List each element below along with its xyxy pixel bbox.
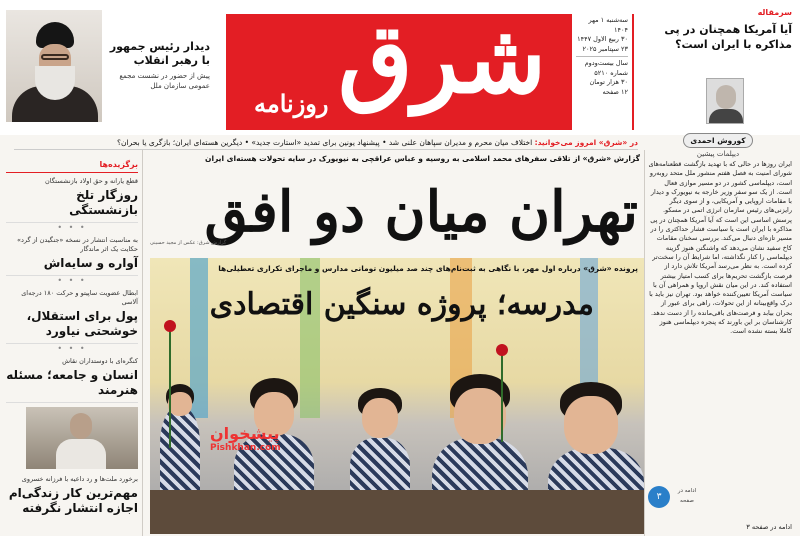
logo-prefix: روزنامه <box>254 89 329 118</box>
issue-number: شماره ۵۲۱۰ <box>594 68 628 77</box>
list-item[interactable] <box>6 285 138 344</box>
leader-caption-sub: پیش از حضور در نشست مجمع عمومی سازمان ملل <box>119 72 210 90</box>
item-title[interactable]: مهم‌ترین کار زندگی‌ام اجازه انتشار نگرفته <box>8 486 138 515</box>
date-hijri: ۳۰ ربیع الاول ۱۴۴۷ <box>577 35 628 43</box>
issue-info <box>576 14 634 130</box>
author-role: دیپلمات پیشین <box>696 150 740 158</box>
logo-name: شرق <box>338 2 546 115</box>
list-item[interactable] <box>6 173 138 223</box>
report-line: گزارش «شرق» از تلاقی سفرهای محمد اسلامی به روسیه و عباس عراقچی به نیویورک در سایه تحولات هسته‌ای ایران <box>205 154 640 163</box>
price: ۳۰ هزار تومان <box>589 78 628 86</box>
page-badge[interactable]: ۳ <box>648 486 670 508</box>
left-column-kicker: برگزیده‌ها <box>6 160 138 173</box>
date-persian: سه‌شنبه ۱ مهر ۱۴۰۴ <box>588 16 628 34</box>
item-title[interactable]: آواره و سایه‌اش <box>43 256 138 270</box>
volume: سال بیست‌و‌دوم <box>584 59 628 67</box>
watermark-url: Pishkhan.com <box>210 443 281 453</box>
watermark-text: پیشخوان <box>210 424 280 443</box>
leader-photo <box>6 10 102 122</box>
item-subtitle: برخورد ملت‌ها و رد داعیه با فرزانه خسروی <box>21 475 138 483</box>
item-subtitle: قطع یارانه و حق اولاد بازنشستگان <box>44 177 138 185</box>
watermark <box>210 424 281 453</box>
editorial-title[interactable]: آیا آمریکا همچنان در پی مذاکره با ایران است؟ <box>664 23 792 51</box>
list-item[interactable] <box>6 232 138 276</box>
newspaper-logo <box>226 2 572 130</box>
page-count: ۱۲ صفحه <box>602 87 628 96</box>
editorial-text: ایران روزها در حالی که با تهدید بازگشت قطعنامه‌های شورای امنیت به فصل هفتم منشور ملل متحد روبه‌رو است، دیپلماسی کشور در دو مسیر موازی فعال است. از یک سو سفر وزیر خارجه به نیویورک و دیدار با مقامات اروپایی و آمریکایی، و از سوی دیگر رایزنی‌های رئیس سازمان انرژی اتمی در مسکو. پرسش اساسی این است که آیا آمریکا همچنان در پی مذاکره با ایران است یا سیاست فشار حداکثری را در مسیر تازه‌ای دنبال می‌کند. بررسی سخنان مقامات کاخ سفید نشان می‌دهد که واشنگتن هنوز گزینه دیپلماسی را کنار نگذاشته، اما شرایط آن را سخت‌تر کرده است. به نظر می‌رسد آمریکا تلاش دارد از فرصت بازگشت تحریم‌ها برای کسب امتیاز بیشتر استفاده کند. در این میان نقش اروپا و همراهی آن با سیاست آمریکا تعیین‌کننده خواهد بود. تهران نیز باید با درک واقع‌بینانه از این تحولات، راهی برای عبور از بحران بیابد و فرصت‌های باقی‌مانده را از دست ندهد. کارشناسان بر این باورند که پنجره دیپلماسی هنوز کاملا بسته نشده است. <box>648 160 792 336</box>
list-item[interactable] <box>6 473 138 520</box>
photo-lead: پرونده «شرق» درباره اول مهر، با نگاهی به ثبت‌نام‌های چند صد میلیون تومانی مدارس و ماجرای تکراری تعطیلی‌ها <box>218 264 638 273</box>
date-gregorian: ۲۳ سپتامبر ۲۰۲۵ <box>582 44 628 53</box>
editorial-box[interactable] <box>644 8 792 158</box>
item-subtitle: به مناسبت انتشار در نسخه «جنگیدن از گرد» حکایت یک اثر ماندگار <box>17 236 138 253</box>
photo-credit: گزارش شرق: عکس از مجید حسینی <box>150 240 227 246</box>
artist-photo <box>26 407 138 469</box>
editorial-body <box>648 160 792 532</box>
item-title[interactable]: انسان و جامعه؛ مسئله هنرمند <box>6 368 138 397</box>
leader-caption-title: دیدار رئیس جمهور با رهبر انقلاب <box>109 40 210 67</box>
teaser-label: در «شرق» امروز می‌خوانید: <box>534 138 638 147</box>
teaser-band <box>14 136 638 150</box>
item-title[interactable]: پول برای استقلال، خوشحتی نیاورد <box>26 309 138 338</box>
teaser-items[interactable]: اختلاف میان محرم و مدیران سپاهان علنی شد • پیشنهاد یونین برای تمدید «استارت جدید» • دیگرین هسته‌ای ایران؛ بازگری یا بحران؟ <box>117 138 533 147</box>
leader-caption <box>108 40 210 91</box>
badge-label: ادامه در صفحه <box>677 488 697 504</box>
continued-note: ادامه در صفحه ۳ <box>742 523 792 532</box>
item-subtitle: ابطال عضویت ساپیتو و حرکت ۱۸۰ درجه‌ای آلاسی <box>21 289 138 306</box>
item-title[interactable]: روزگار تلخ بازنشستگی <box>69 188 138 217</box>
author-name: کوروش احمدی <box>683 133 752 148</box>
editorial-kicker: سرمقاله <box>757 8 792 17</box>
list-item[interactable] <box>6 353 138 403</box>
item-subtitle: کنگره‌ای با دوستداران نقاش <box>62 357 138 365</box>
secondary-headline[interactable]: مدرسه؛ پروژه سنگین اقتصادی <box>209 287 594 322</box>
left-column: برگزیده‌ها قطع یارانه و حق اولاد بازنشستگان روزگار تلخ بازنشستگی • • • به مناسبت انتشار در نسخه «جنگیدن از گرد» حکایت یک اثر ماندگار آواره و سایه‌اش • • • ابطال عضویت ساپیتو و حرکت ۱۸۰ درجه‌ای آلاسی پول برای استقلال، خوشحتی نیاورد • • • کنگره‌ای با دوستداران نقاش انسان و جامعه؛ مسئله هنرمند برخورد ملت‌ها و رد داعیه با فرزانه خسروی مهم‌ترین کار زندگی‌ام اجازه انتشار نگرفته <box>6 160 138 532</box>
main-headline[interactable]: تهران میان دو افق <box>204 179 638 245</box>
author-photo <box>706 78 744 124</box>
